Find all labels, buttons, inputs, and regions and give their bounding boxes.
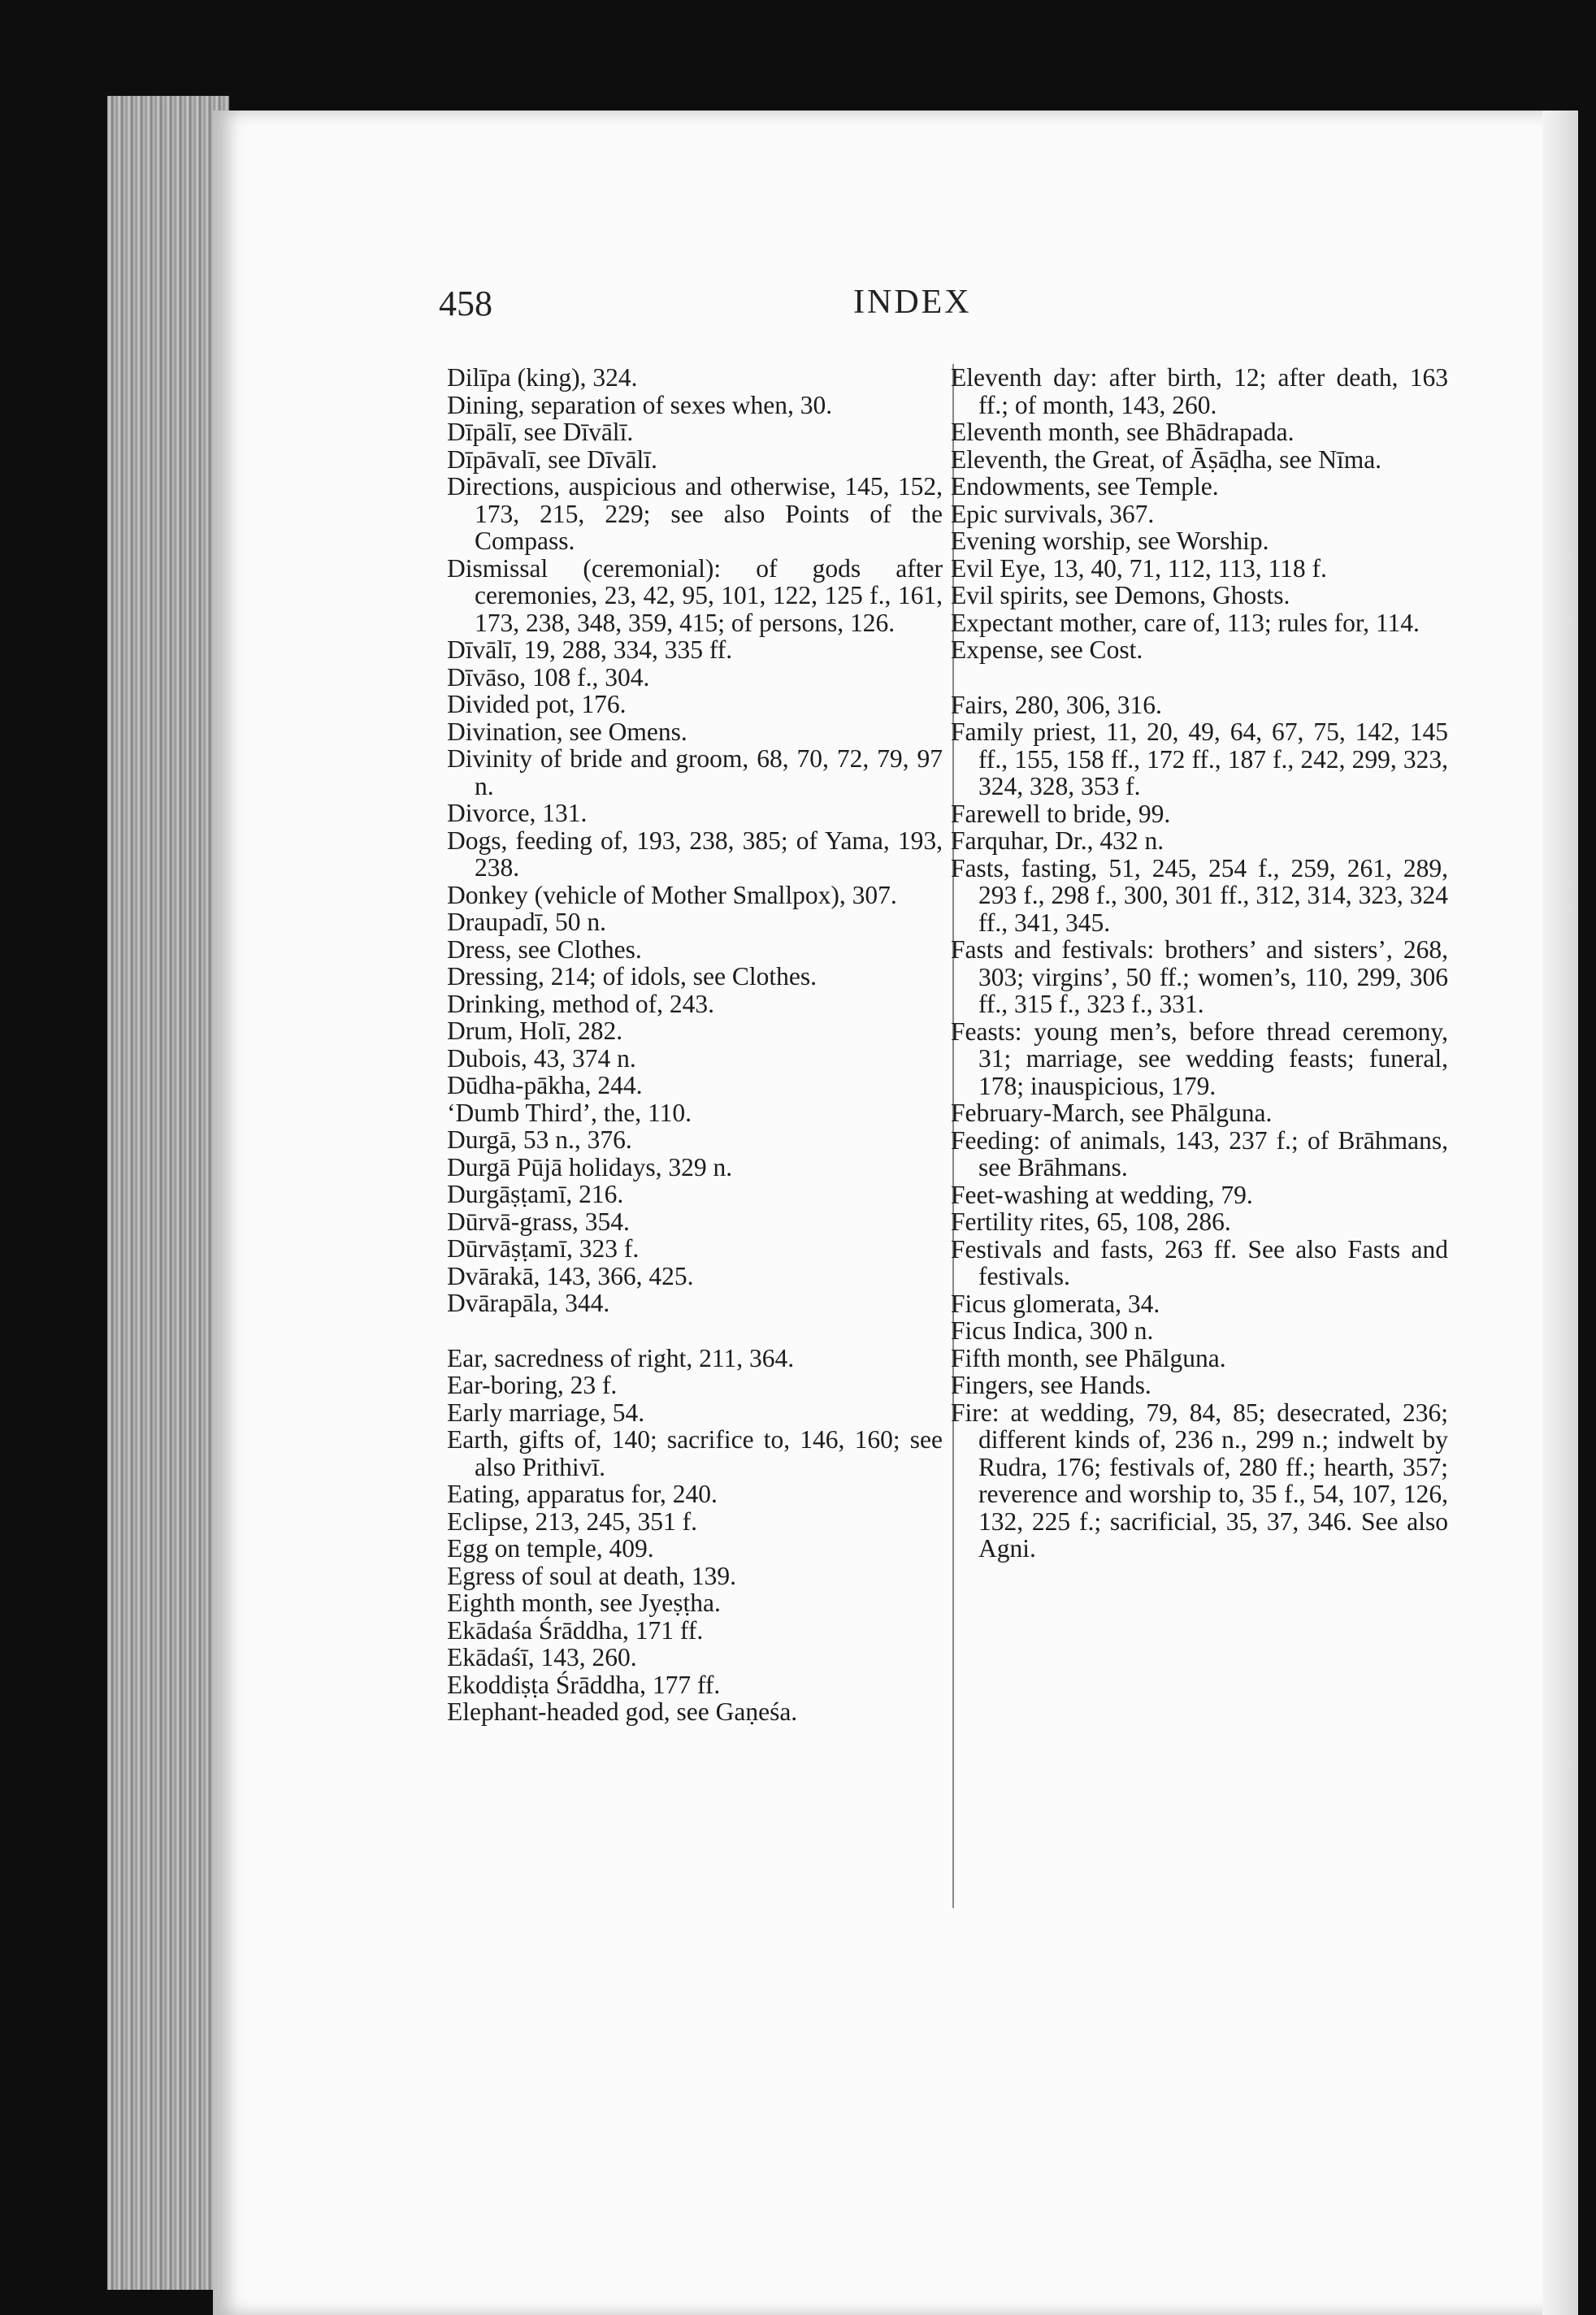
index-entry: Divorce, 131. [447,799,588,827]
index-entry: Dvārapāla, 344. [447,1289,610,1317]
index-entry: Dilīpa (king), 324. [447,363,638,392]
index-entry: Evil Eye, 13, 40, 71, 112, 113, 118 f. [951,553,1327,583]
page-header [439,283,1154,332]
page-fold-edge [1542,111,1578,2315]
index-entry: Early marriage, 54. [447,1398,645,1427]
index-entry: Divination, see Omens. [447,717,687,746]
index-entry: Draupadī, 50 n. [447,908,606,936]
index-entry: Eleventh month, see Bhādrapada. [951,418,1295,446]
index-entry: Eleventh day: after birth, 12; after death, 163 ff.; of month, 143, 260. [951,363,1448,419]
index-entry: Directions, auspicious and otherwise, 145, 152, 173, 215, 229; see also Points of the Compass. [447,472,943,555]
index-entry: Evil spirits, see Demons, Ghosts. [951,581,1290,609]
index-entry: Feasts: young men’s, before thread ceremony, 31; marriage, see wedding feasts; funeral, 178; inauspicious, 179. [951,1017,1448,1100]
index-entry: Dubois, 43, 374 n. [447,1043,636,1073]
index-entry: Eighth month, see Jyeṣṭha. [447,1589,721,1617]
index-entry: Dīvāso, 108 f., 304. [447,662,650,691]
running-title: INDEX [853,284,972,321]
index-entry: Egg on temple, 409. [447,1534,654,1563]
index-entry: Ficus glomerata, 34. [951,1289,1160,1318]
index-entry: Dressing, 214; of idols, see Clothes. [447,962,817,991]
index-entry: Dūdha-pākha, 244. [447,1071,643,1099]
index-entry: Ficus Indica, 300 n. [951,1316,1154,1345]
section-gap [951,664,1448,691]
index-entry: Dvārakā, 143, 366, 425. [447,1261,694,1290]
index-entry: Eleventh, the Great, of Āṣāḍha, see Nīma. [951,444,1382,474]
index-entry: Donkey (vehicle of Mother Smallpox), 307. [447,880,897,909]
index-entry: Fairs, 280, 306, 316. [951,690,1162,719]
right-index-column [951,364,1448,1563]
index-entry: Dīpālī, see Dīvālī. [447,418,634,446]
index-entry: Ekādaśī, 143, 260. [447,1643,637,1671]
index-entry: Fifth month, see Phālguna. [951,1343,1226,1372]
index-entry: Divinity of bride and groom, 68, 70, 72, 79, 97 n. [447,744,943,800]
index-entry: Fingers, see Hands. [951,1371,1151,1399]
index-entry: Festivals and fasts, 263 ff. See also Fasts and festivals. [951,1234,1448,1290]
index-entry: Ekoddiṣṭa Śrāddha, 177 ff. [447,1670,721,1699]
index-entry: Farewell to bride, 99. [951,799,1171,828]
index-entry: Dismissal (ceremonial): of gods after ceremonies, 23, 42, 95, 101, 122, 125 f., 161, 173, 238, 348, 359, 415; of persons, 126. [447,553,943,637]
index-entry: Dogs, feeding of, 193, 238, 385; of Yama, 193, 238. [447,826,943,882]
index-entry: Ekādaśa Śrāddha, 171 ff. [447,1615,704,1645]
index-entry: Dūrvāṣṭamī, 323 f. [447,1234,640,1263]
index-entry: Dīpāvalī, see Dīvālī. [447,444,657,474]
index-entry: Durgāṣṭamī, 216. [447,1180,624,1208]
index-entry: Divided pot, 176. [447,690,627,718]
index-entry: Ear-boring, 23 f. [447,1371,618,1399]
index-entry: Dūrvā-grass, 354. [447,1207,630,1236]
book-page-edges [107,96,229,2290]
index-entry: Egress of soul at death, 139. [447,1561,737,1590]
index-entry: Family priest, 11, 20, 49, 64, 67, 75, 142, 145 ff., 155, 158 ff., 172 ff., 187 f., 242, 299, 323, 324, 328, 353 f. [951,717,1448,800]
left-index-column [447,364,943,1726]
index-entry: Expectant mother, care of, 113; rules for, 114. [951,608,1420,637]
index-entry: Epic survivals, 367. [951,499,1155,528]
index-entry: Durgā Pūjā holidays, 329 n. [447,1152,733,1181]
index-entry: Evening worship, see Worship. [951,527,1269,555]
index-entry: Fertility rites, 65, 108, 286. [951,1207,1231,1236]
index-entry: Feet-washing at wedding, 79. [951,1180,1253,1209]
index-entry: ‘Dumb Third’, the, 110. [447,1098,692,1127]
index-entry: Ear, sacredness of right, 211, 364. [447,1343,795,1372]
index-entry: Drum, Holī, 282. [447,1017,623,1045]
section-gap [447,1317,943,1345]
index-entry: Endowments, see Temple. [951,472,1219,501]
index-entry: Expense, see Cost. [951,635,1143,664]
index-entry: Elephant-headed god, see Gaṇeśa. [447,1697,798,1726]
index-entry: Drinking, method of, 243. [447,989,714,1018]
index-entry: Eclipse, 213, 245, 351 f. [447,1506,697,1536]
index-entry: February-March, see Phālguna. [951,1099,1273,1127]
index-entry: Dīvālī, 19, 288, 334, 335 ff. [447,635,733,664]
index-entry: Eating, apparatus for, 240. [447,1480,718,1508]
index-entry: Durgā, 53 n., 376. [447,1125,632,1154]
index-entry: Fasts, fasting, 51, 245, 254 f., 259, 261, 289, 293 f., 298 f., 300, 301 ff., 312, 314, 323, 324 ff., 341, 345. [951,853,1448,937]
index-entry: Farquhar, Dr., 432 n. [951,826,1164,855]
index-entry: Dress, see Clothes. [447,934,642,964]
page-number: 458 [439,284,492,323]
index-entry: Fire: at wedding, 79, 84, 85; desecrated, 236; different kinds of, 236 n., 299 n.; indwelt by Rudra, 176; festivals of, 280 ff.; hearth, 357; reverence and worship to, 35 f., 54, 107, 126, 132, 225 f.; sacrificial, 35, 37, 346. See also Agni. [951,1398,1448,1563]
index-entry: Fasts and festivals: brothers’ and sisters’, 268, 303; virgins’, 50 ff.; women’s, 110, 299, 306 ff., 315 f., 323 f., 331. [951,935,1448,1018]
index-entry: Dining, separation of sexes when, 30. [447,390,833,419]
index-entry: Feeding: of animals, 143, 237 f.; of Brāhmans, see Brāhmans. [951,1125,1448,1181]
index-entry: Earth, gifts of, 140; sacrifice to, 146, 160; see also Prithivī. [447,1425,943,1481]
